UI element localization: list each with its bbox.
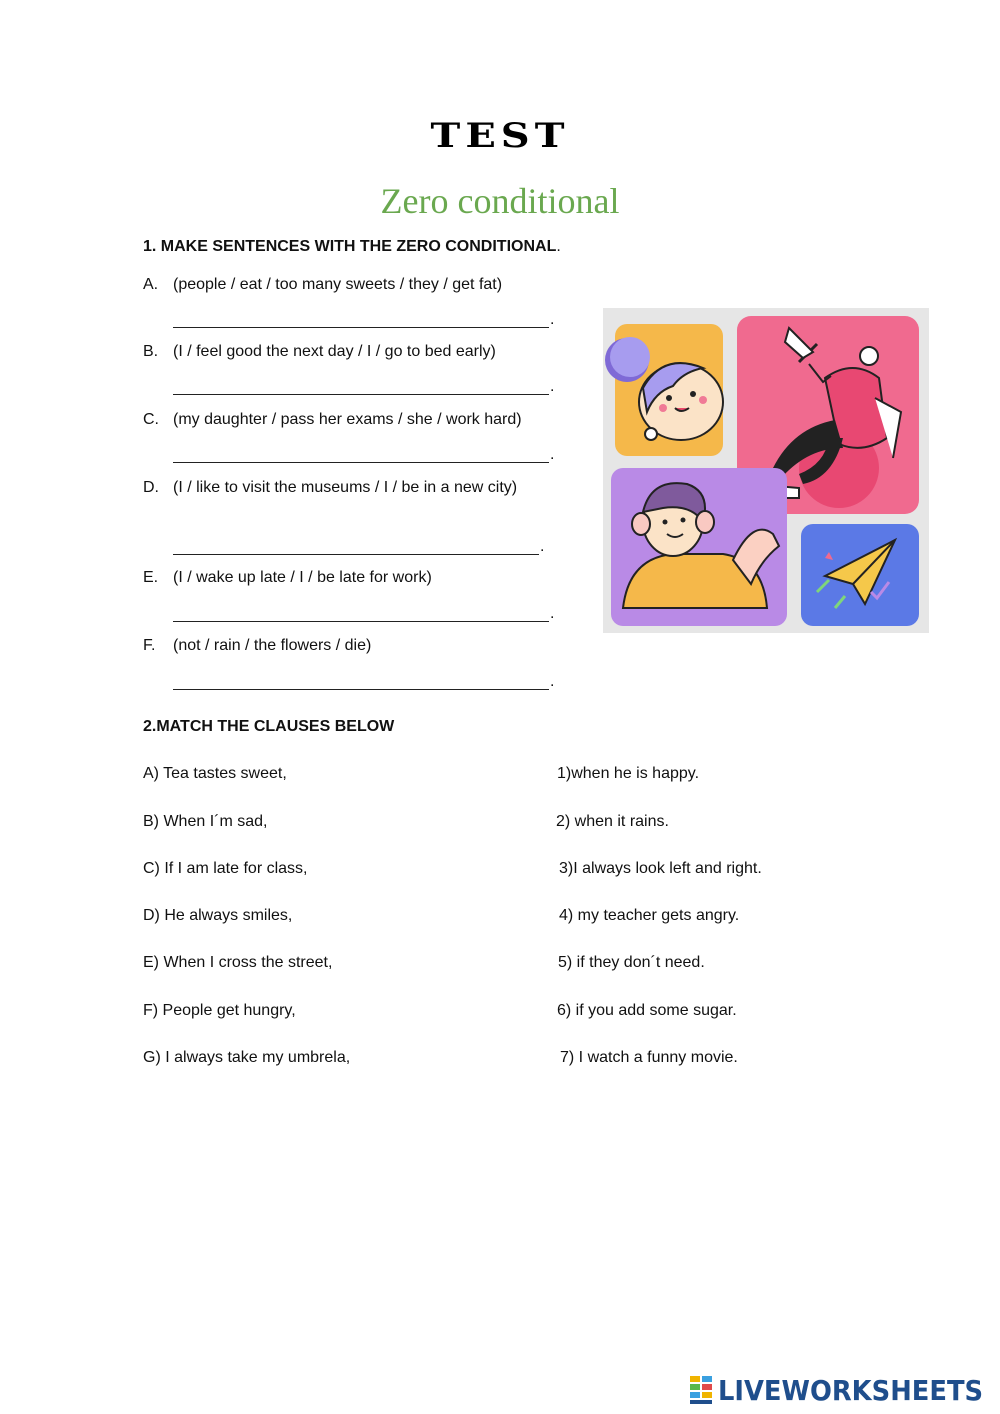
answer-line-a[interactable] xyxy=(173,309,549,328)
clause-right[interactable]: 2) when it rains. xyxy=(556,813,669,830)
answer-line-c[interactable] xyxy=(173,444,549,463)
clause-left[interactable]: E) When I cross the street, xyxy=(143,954,333,971)
liveworksheets-logo-icon xyxy=(690,1376,714,1404)
item-prompt: (my daughter / pass her exams / she / work hard) xyxy=(173,411,522,428)
clause-left[interactable]: F) People get hungry, xyxy=(143,1002,296,1019)
clause-right[interactable]: 6) if you add some sugar. xyxy=(557,1002,737,1019)
item-prompt: (not / rain / the flowers / die) xyxy=(173,637,372,654)
item-prompt: (I / like to visit the museums / I / be in a new city) xyxy=(173,479,518,496)
item-prompt: (I / wake up late / I / be late for work) xyxy=(173,569,432,586)
clause-left[interactable]: D) He always smiles, xyxy=(143,907,293,924)
people-collage-illustration xyxy=(603,308,929,633)
item-letter: B. xyxy=(143,343,159,360)
section-1-heading-period: . xyxy=(556,238,561,255)
item-letter: F. xyxy=(143,637,156,654)
worksheet-subtitle: Zero conditional xyxy=(380,181,620,221)
clause-right[interactable]: 5) if they don´t need. xyxy=(558,954,705,971)
clause-right[interactable]: 3)I always look left and right. xyxy=(559,860,762,877)
clause-left[interactable]: C) If I am late for class, xyxy=(143,860,308,877)
item-letter: C. xyxy=(143,411,159,428)
answer-line-end: . xyxy=(550,311,555,328)
liveworksheets-logo xyxy=(690,1372,1000,1408)
item-letter: E. xyxy=(143,569,159,586)
answer-line-e[interactable] xyxy=(173,603,549,622)
item-letter: D. xyxy=(143,479,159,496)
answer-line-d[interactable] xyxy=(173,536,539,555)
answer-line-end: . xyxy=(550,673,555,690)
section-2-heading: 2.MATCH THE CLAUSES BELOW xyxy=(143,718,395,735)
worksheet-title: TEST xyxy=(430,115,570,156)
answer-line-end: . xyxy=(550,446,555,463)
answer-line-f[interactable] xyxy=(173,671,549,690)
section-1-heading-text: 1. MAKE SENTENCES WITH THE ZERO CONDITIONAL xyxy=(143,238,557,255)
clause-left[interactable]: A) Tea tastes sweet, xyxy=(143,765,287,782)
clause-left[interactable]: B) When I´m sad, xyxy=(143,813,268,830)
section-1-heading xyxy=(143,238,561,256)
clause-right[interactable]: 7) I watch a funny movie. xyxy=(560,1049,738,1066)
answer-line-end: . xyxy=(540,538,545,555)
clause-right[interactable]: 4) my teacher gets angry. xyxy=(559,907,740,924)
item-prompt: (I / feel good the next day / I / go to bed early) xyxy=(173,343,496,360)
item-letter: A. xyxy=(143,276,159,293)
answer-line-end: . xyxy=(550,378,555,395)
liveworksheets-brand-text: LIVEWORKSHEETS xyxy=(718,1373,984,1407)
clause-right[interactable]: 1)when he is happy. xyxy=(557,765,700,782)
item-prompt: (people / eat / too many sweets / they / get fat) xyxy=(173,276,503,293)
answer-line-end: . xyxy=(550,605,555,622)
clause-left[interactable]: G) I always take my umbrela, xyxy=(143,1049,351,1066)
answer-line-b[interactable] xyxy=(173,376,549,395)
